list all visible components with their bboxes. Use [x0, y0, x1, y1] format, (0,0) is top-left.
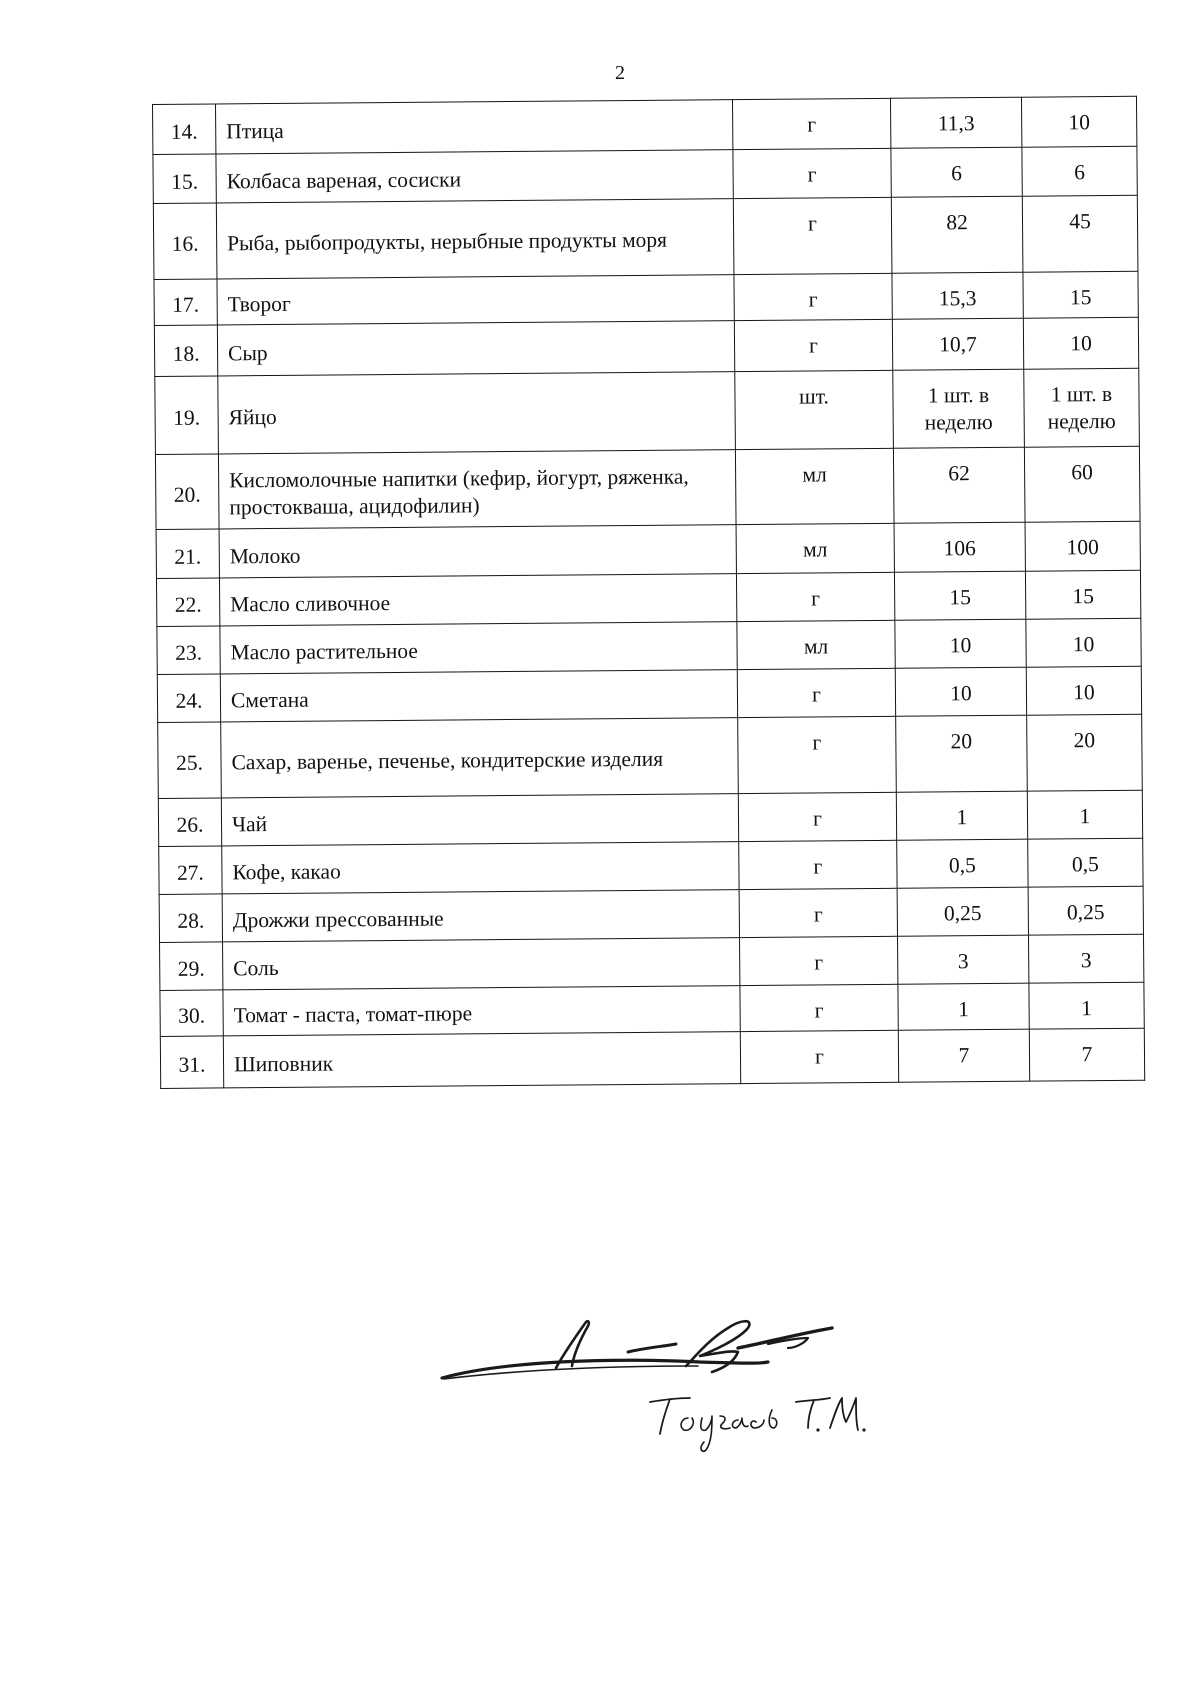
ration-table-wrap [152, 96, 1145, 1089]
product-name: Томат - паста, томат-пюре [223, 986, 740, 1036]
unit-cell: мл [736, 523, 894, 573]
row-number: 19. [155, 376, 219, 455]
row-number: 31. [160, 1036, 223, 1089]
unit-cell: г [740, 936, 898, 985]
row-number: 18. [154, 325, 217, 377]
row-number: 23. [157, 626, 220, 675]
norm-value-2: 20 [1027, 714, 1143, 791]
norm-value-1: 10 [895, 619, 1026, 668]
product-name: Чай [221, 794, 738, 846]
norm-value-1: 0,5 [897, 839, 1028, 888]
unit-cell: г [738, 716, 897, 793]
norm-value-1: 15,3 [892, 272, 1023, 319]
unit-cell: г [733, 148, 891, 198]
table-row [153, 195, 1138, 279]
unit-cell: г [738, 792, 896, 841]
table-row [153, 96, 1137, 154]
table-row [156, 521, 1140, 578]
row-number: 21. [156, 529, 219, 579]
norm-value-1: 11,3 [890, 97, 1021, 148]
table-row [159, 886, 1143, 942]
table-row [158, 714, 1143, 798]
norm-value-2: 100 [1025, 521, 1140, 571]
unit-cell: г [740, 984, 898, 1031]
ration-table [152, 96, 1145, 1089]
table-row [153, 146, 1137, 203]
norm-value-1: 10 [895, 667, 1026, 716]
product-name: Масло растительное [220, 622, 737, 674]
norm-value-2: 15 [1023, 271, 1138, 318]
norm-value-1: 1 [898, 983, 1029, 1030]
norm-value-2: 10 [1026, 618, 1141, 667]
table-row [159, 838, 1143, 894]
norm-value-1: 1 шт. в неделю [893, 369, 1025, 448]
row-number: 28. [159, 894, 222, 943]
product-name: Кофе, какао [222, 842, 739, 894]
norm-value-1: 6 [891, 147, 1022, 197]
norm-value-2: 60 [1024, 446, 1140, 522]
table-row [155, 368, 1140, 454]
norm-value-1: 106 [894, 522, 1025, 572]
norm-value-2: 15 [1025, 570, 1140, 619]
row-number: 27. [159, 846, 222, 895]
norm-value-1: 10,7 [892, 318, 1023, 370]
row-number: 20. [155, 454, 219, 530]
table-row [160, 934, 1144, 990]
unit-cell: г [733, 197, 892, 274]
unit-cell: г [737, 668, 895, 717]
product-name: Соль [223, 938, 740, 990]
table-row [154, 317, 1138, 376]
norm-value-2: 0,25 [1028, 886, 1143, 935]
unit-cell: г [740, 1030, 898, 1083]
unit-cell: г [734, 273, 892, 320]
row-number: 16. [153, 203, 217, 280]
norm-value-2: 1 [1027, 790, 1142, 839]
norm-value-2: 10 [1021, 96, 1136, 147]
norm-value-1: 0,25 [897, 887, 1028, 936]
norm-value-2: 0,5 [1028, 838, 1143, 887]
norm-value-1: 7 [898, 1029, 1029, 1082]
table-row [155, 446, 1140, 529]
norm-value-2: 45 [1022, 195, 1138, 272]
product-name: Сметана [220, 670, 737, 722]
unit-cell: г [739, 840, 897, 889]
norm-value-2: 10 [1026, 666, 1141, 715]
product-name: Кисломолочные напитки (кефир, йогурт, ряженка, простокваша, ацидофилин) [218, 450, 736, 529]
norm-value-1: 82 [891, 196, 1023, 273]
product-name: Творог [217, 275, 734, 325]
row-number: 22. [156, 578, 219, 627]
product-name: Птица [216, 100, 733, 154]
row-number: 30. [160, 990, 223, 1037]
norm-value-1: 62 [893, 447, 1025, 523]
product-name: Шиповник [223, 1032, 740, 1088]
row-number: 15. [153, 154, 216, 204]
table-row [157, 618, 1141, 674]
table-row [160, 982, 1144, 1036]
norm-value-2: 1 шт. в неделю [1024, 368, 1140, 447]
table-row [156, 570, 1140, 626]
table-row [157, 666, 1141, 722]
ration-table-body [153, 96, 1145, 1088]
signature [438, 1318, 898, 1468]
product-name: Колбаса вареная, сосиски [216, 150, 733, 203]
product-name: Масло сливочное [219, 574, 736, 626]
table-row [160, 1028, 1144, 1088]
unit-cell: г [736, 572, 894, 621]
table-row [158, 790, 1142, 846]
unit-cell: мл [737, 620, 895, 669]
product-name: Сыр [217, 321, 734, 376]
row-number: 25. [158, 722, 222, 799]
row-number: 24. [157, 674, 220, 723]
unit-cell: г [739, 888, 897, 937]
product-name: Дрожжи прессованные [222, 890, 739, 942]
row-number: 14. [153, 104, 216, 155]
row-number: 17. [154, 279, 217, 326]
norm-value-1: 20 [896, 715, 1028, 792]
unit-cell: г [734, 319, 892, 371]
norm-value-2: 3 [1028, 934, 1143, 983]
row-number: 26. [158, 798, 221, 847]
norm-value-1: 1 [896, 791, 1027, 840]
product-name: Молоко [219, 525, 736, 578]
norm-value-1: 3 [897, 935, 1028, 984]
unit-cell: мл [735, 448, 894, 524]
norm-value-2: 6 [1022, 146, 1137, 196]
table-row [154, 271, 1138, 325]
norm-value-1: 15 [894, 571, 1025, 620]
product-name: Рыба, рыбопродукты, нерыбные продукты моря [216, 199, 734, 279]
norm-value-2: 7 [1029, 1028, 1144, 1081]
unit-cell: г [732, 98, 890, 149]
product-name: Яйцо [218, 372, 736, 454]
page-number: 2 [615, 62, 625, 84]
signature-image [438, 1318, 898, 1468]
norm-value-2: 10 [1023, 317, 1138, 369]
unit-cell: шт. [735, 370, 894, 449]
row-number: 29. [160, 942, 223, 991]
product-name: Сахар, варенье, печенье, кондитерские изделия [221, 718, 739, 798]
norm-value-2: 1 [1029, 982, 1144, 1029]
